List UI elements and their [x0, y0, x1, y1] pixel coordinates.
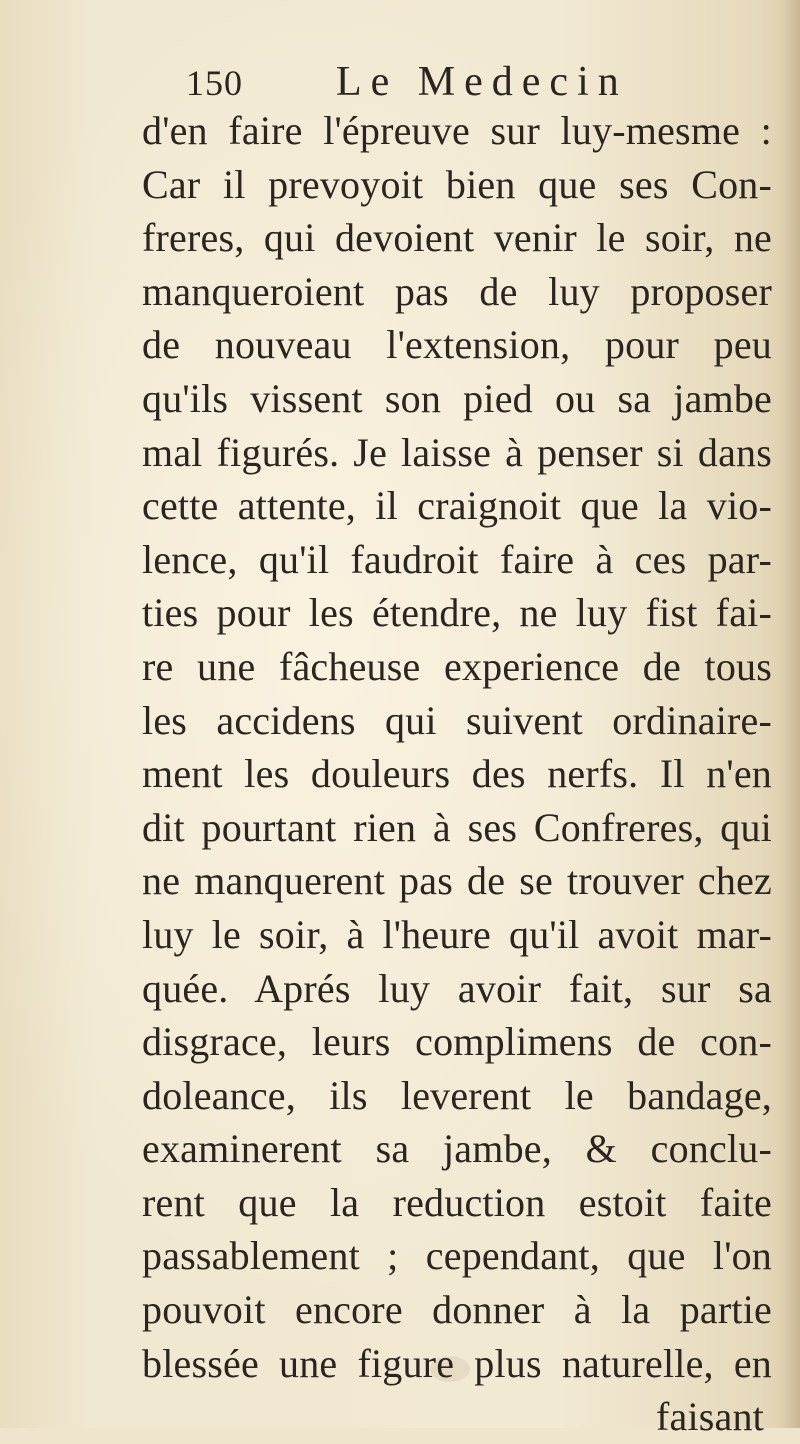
- text-line: luy le soir, à l'heure qu'il avoit mar-: [142, 911, 772, 957]
- text-line: re une fâcheuse experience de tous: [142, 643, 772, 689]
- text-line: d'en faire l'épreuve sur luy-mesme :: [142, 108, 772, 153]
- text-line: freres, qui devoient venir le soir, ne: [142, 215, 772, 261]
- text-line: passablement ; cependant, que l'on: [142, 1233, 772, 1279]
- page-number: 150: [186, 63, 243, 103]
- text-line: cette attente, il craignoit que la vio-: [142, 483, 772, 529]
- text-line: Car il prevoyoit bien que ses Con-: [142, 161, 772, 207]
- text-line: disgrace, leurs complimens de con-: [142, 1019, 772, 1065]
- page-edge-shadow: [782, 0, 800, 1428]
- text-line: lence, qu'il faudroit faire à ces par-: [142, 536, 772, 582]
- text-line: mal figurés. Je laisse à penser si dans: [142, 429, 772, 475]
- text-line: rent que la reduction estoit faite: [142, 1179, 772, 1225]
- text-line: quée. Aprés luy avoir fait, sur sa: [142, 965, 772, 1011]
- text-line: ne manquerent pas de se trouver chez: [142, 858, 772, 904]
- text-line: pouvoit encore donner à la partie: [142, 1287, 772, 1333]
- text-line: doleance, ils leverent le bandage,: [142, 1072, 772, 1118]
- text-line: ment les douleurs des nerfs. Il n'en: [142, 751, 772, 797]
- body-text: [142, 104, 772, 1444]
- text-line: qu'ils vissent son pied ou sa jambe: [142, 375, 772, 421]
- text-line: examinerent sa jambe, & conclu-: [142, 1126, 772, 1172]
- catchword: faisant: [655, 1394, 764, 1440]
- text-line: blessée une figure plus naturelle, en: [142, 1340, 772, 1386]
- text-line: manqueroient pas de luy proposer: [142, 268, 772, 314]
- text-line: dit pourtant rien à ses Confreres, qui: [142, 804, 772, 850]
- text-line: ties pour les étendre, ne luy fist fai-: [142, 590, 772, 636]
- text-line: les accidens qui suivent ordinaire-: [142, 697, 772, 743]
- running-title: Le Medecin: [336, 59, 628, 105]
- text-line: de nouveau l'extension, pour peu: [142, 322, 772, 368]
